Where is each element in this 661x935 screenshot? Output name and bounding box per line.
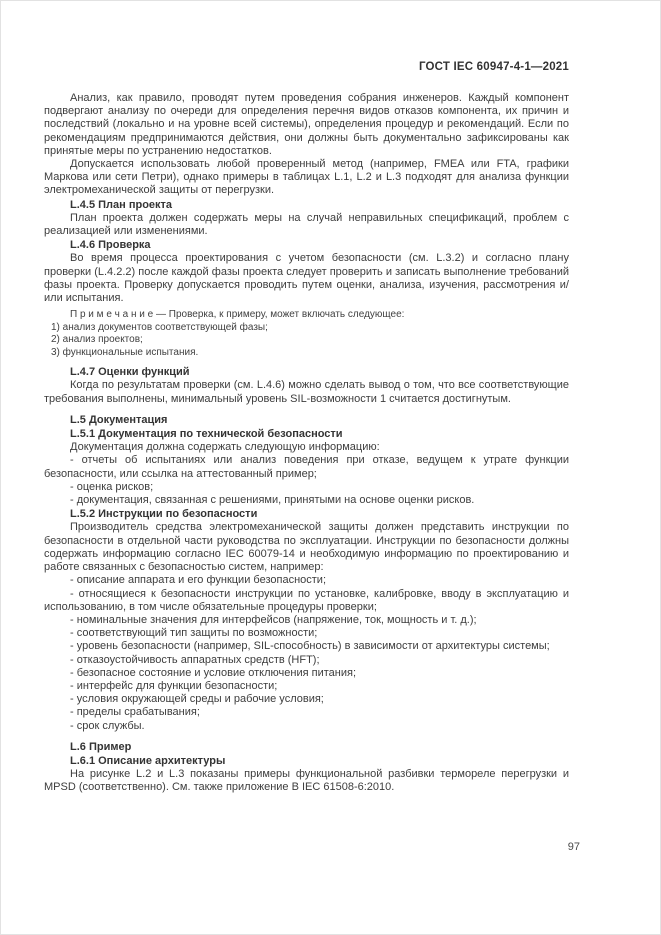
- clause-heading-l61: L.6.1 Описание архитектуры: [70, 754, 226, 767]
- list-item-paragraph: - срок службы.: [70, 719, 145, 732]
- paragraph: Производитель средства электромеханической защиты должен представить инструкции по безопасности в отдельной части руководства по эксплуатации. Инструкции по безопасности должны содержать информацию согласно IEC 60079-14 и необходимую информацию по проектированию и работе связанных с безопасностью систем, например:: [44, 521, 569, 574]
- note-intro: П р и м е ч а н и е — Проверка, к примеру, может включать следующее:: [70, 309, 405, 321]
- paragraph: План проекта должен содержать меры на случай неправильных спецификаций, проблем с реализацией или изменениями.: [44, 211, 569, 238]
- list-item-paragraph: - пределы срабатывания;: [70, 706, 200, 719]
- paragraph: Допускается использовать любой проверенный метод (например, FMEA или FTA, графики Маркова или сети Петри), однако примеры в таблицах L.1, L.2 и L.3 подходят для анализа функции электромеханической защиты от перегрузки.: [44, 158, 569, 197]
- paragraph: На рисунке L.2 и L.3 показаны примеры функциональной разбивки термореле перегрузки и MPSD (соответственно). См. также приложение B IEC 61508-6:2010.: [44, 768, 569, 794]
- note-block: [44, 309, 569, 359]
- clause-heading-l47: L.4.7 Оценки функций: [70, 366, 190, 379]
- list-item-paragraph: - оценка рисков;: [70, 480, 154, 493]
- list-item-paragraph: - условия окружающей среды и рабочие условия;: [70, 693, 324, 706]
- list-item-paragraph: - описание аппарата и его функции безопасности;: [70, 574, 326, 587]
- list-item-paragraph: - документация, связанная с решениями, принятыми на основе оценки рисков.: [70, 494, 475, 507]
- note-item: 3) функциональные испытания.: [51, 346, 199, 358]
- page-body: [44, 92, 569, 795]
- note-item: 1) анализ документов соответствующей фазы;: [51, 321, 268, 333]
- list-item-paragraph: - отказоустойчивость аппаратных средств (HFT);: [70, 653, 320, 666]
- list-item-paragraph: - уровень безопасности (например, SIL-способность) в зависимости от архитектуры системы;: [70, 640, 550, 653]
- clause-heading-l52: L.5.2 Инструкции по безопасности: [70, 508, 258, 521]
- list-item-paragraph: - относящиеся к безопасности инструкции по установке, калибровке, вводу в эксплуатацию и использованию, в том числе обязательные процедуры проверки;: [44, 587, 569, 613]
- page-number: 97: [567, 841, 580, 853]
- section-heading-l5: L.5 Документация: [70, 413, 168, 426]
- paragraph: Когда по результатам проверки (см. L.4.6) можно сделать вывод о том, что все соответствующие требования выполнены, минимальный уровень SIL-возможности 1 считается достигнутым.: [44, 379, 569, 405]
- clause-heading-l45: L.4.5 План проекта: [70, 198, 173, 211]
- list-item-paragraph: - интерфейс для функции безопасности;: [70, 679, 278, 692]
- list-item-paragraph: - безопасное состояние и условие отключения питания;: [70, 666, 356, 679]
- note-item: 2) анализ проектов;: [51, 334, 143, 346]
- clause-heading-l51: L.5.1 Документация по технической безопасности: [70, 428, 343, 441]
- clause-heading-l46: L.4.6 Проверка: [70, 239, 151, 252]
- paragraph: Анализ, как правило, проводят путем проведения собрания инженеров. Каждый компонент подвергают анализу по очереди для определения перечня видов отказов компонента, их причин и последствий (локально и на уровне всей системы), определения процедур и рекомендаций. Если по рекомендациям предпринимаются действия, они должны быть документально зафиксированы как принятые меры по устранению недостатков.: [44, 92, 569, 157]
- list-item-paragraph: - отчеты об испытаниях или анализ поведения при отказе, ведущем к утрате функции безопасности, или ссылка на аттестованный пример;: [44, 454, 569, 480]
- section-heading-l6: L.6 Пример: [70, 740, 132, 753]
- list-item-paragraph: - соответствующий тип защиты по возможности;: [70, 627, 318, 640]
- paragraph: Во время процесса проектирования с учетом безопасности (см. L.3.2) и согласно плану проверки (L.4.2.2) после каждой фазы проекта следует проверить и записать выполнение требований фазы проекта. Проверку допускается проводить путем оценки, анализа, изучения, рассмотрения и/или испытания.: [44, 252, 569, 305]
- list-item-paragraph: - номинальные значения для интерфейсов (напряжение, ток, мощность и т. д.);: [70, 613, 477, 626]
- running-header-standard-ref: ГОСТ IEC 60947-4-1—2021: [418, 61, 569, 73]
- paragraph: Документация должна содержать следующую информацию:: [70, 441, 380, 454]
